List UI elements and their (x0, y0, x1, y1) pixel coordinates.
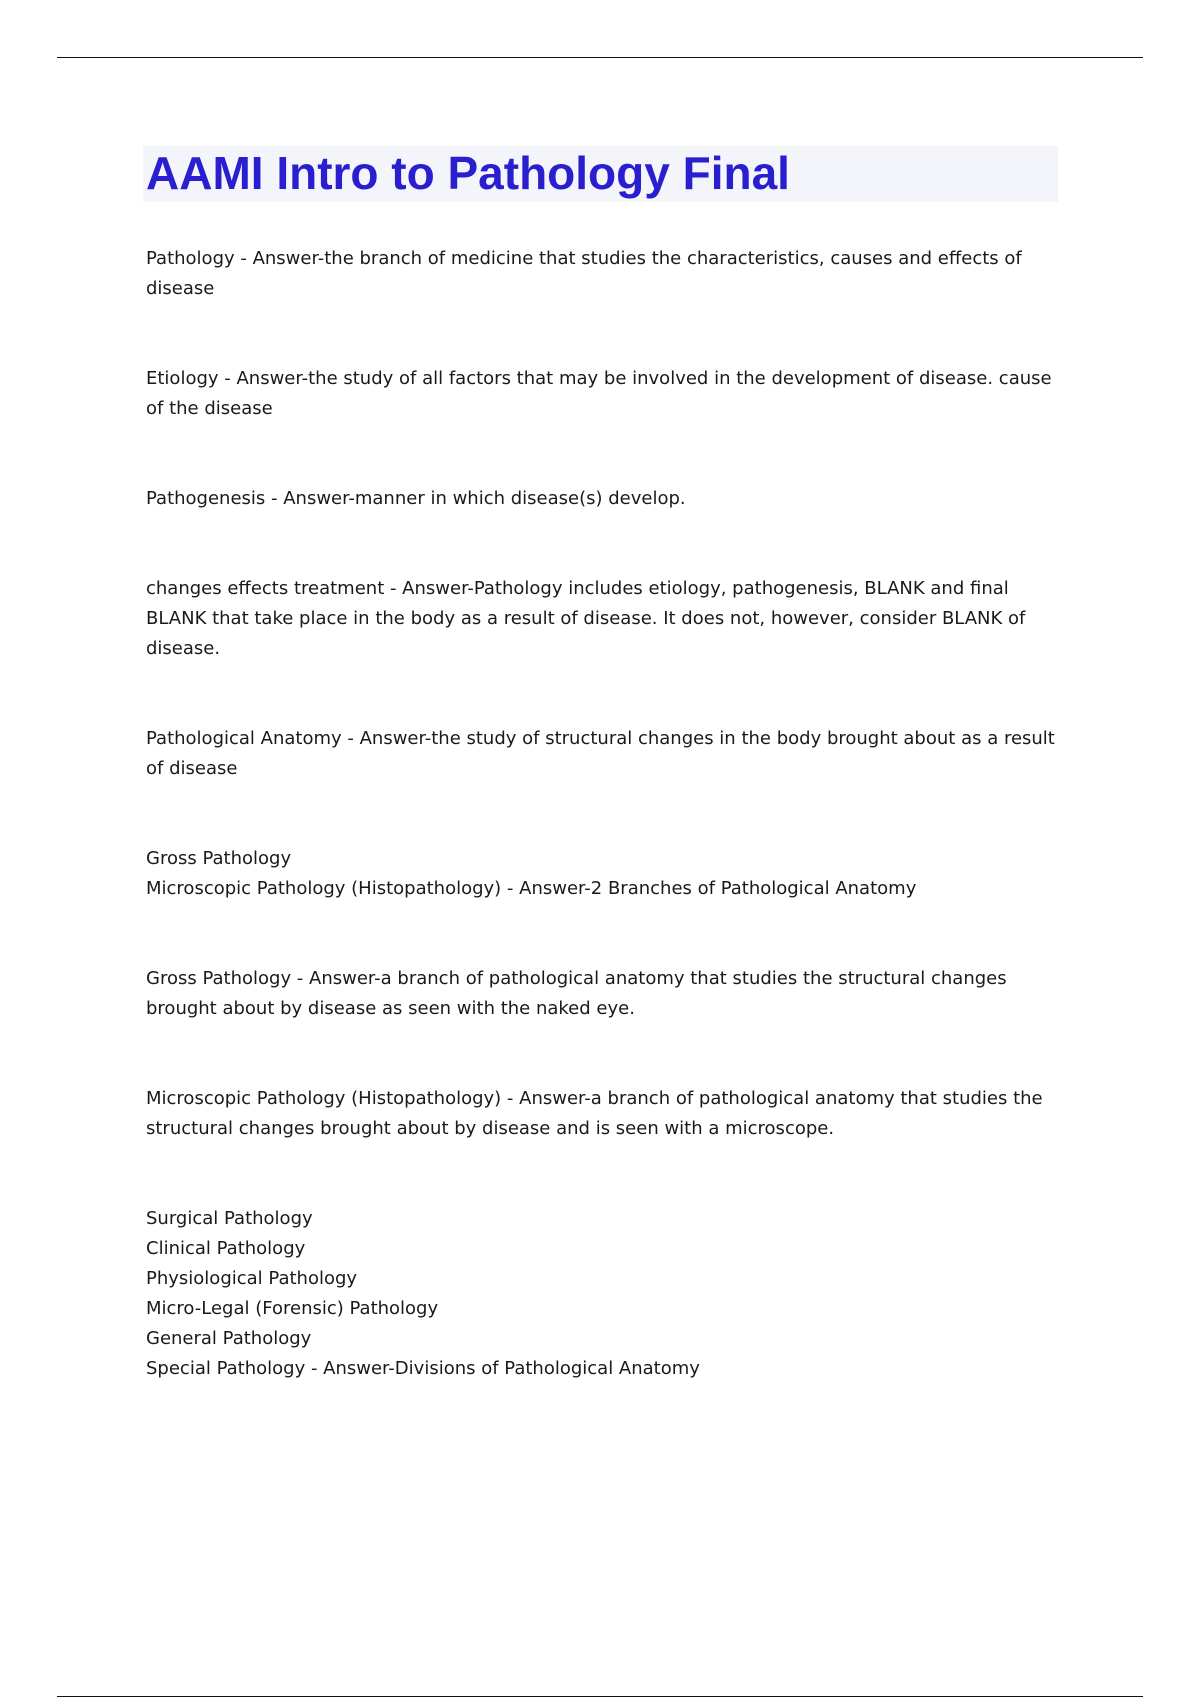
entry-line: Microscopic Pathology (Histopathology) - Answer-2 Branches of Pathological Anatomy (146, 878, 917, 899)
entry-pathology (146, 244, 1056, 304)
entry-line: General Pathology (146, 1328, 312, 1349)
entry-line: Clinical Pathology (146, 1238, 306, 1259)
entry-text: Microscopic Pathology (Histopathology) - Answer-a branch of pathological anatomy that studies the structural changes brought about by disease and is seen with a microscope. (146, 1088, 1043, 1139)
document-title: AAMI Intro to Pathology Final (146, 147, 790, 199)
entry-text: Pathology - Answer-the branch of medicine that studies the characteristics, causes and effects of disease (146, 248, 1022, 299)
entry-microscopic-pathology (146, 1084, 1056, 1144)
entry-line: Surgical Pathology (146, 1208, 313, 1229)
entry-line: Gross Pathology (146, 848, 292, 869)
entry-line: Physiological Pathology (146, 1268, 358, 1289)
entry-line: Micro-Legal (Forensic) Pathology (146, 1298, 439, 1319)
entry-text: Gross Pathology - Answer-a branch of pathological anatomy that studies the structural changes brought about by disease as seen with the naked eye. (146, 968, 1007, 1019)
entry-pathogenesis (146, 484, 1056, 514)
entry-pathological-anatomy (146, 724, 1056, 784)
top-rule (57, 57, 1143, 58)
bottom-rule (57, 1696, 1143, 1697)
entry-text: Pathogenesis - Answer-manner in which disease(s) develop. (146, 488, 686, 509)
entry-etiology (146, 364, 1056, 424)
entry-text: changes effects treatment - Answer-Pathology includes etiology, pathogenesis, BLANK and final BLANK that take place in the body as a result of disease. It does not, however, consider BLANK of disease. (146, 578, 1026, 659)
entry-line: Special Pathology - Answer-Divisions of Pathological Anatomy (146, 1358, 700, 1379)
entry-divisions-of-pathological-anatomy (146, 1204, 1056, 1384)
entry-changes-effects-treatment (146, 574, 1056, 664)
entry-gross-pathology (146, 964, 1056, 1024)
document-body (146, 244, 1056, 1444)
entry-text: Etiology - Answer-the study of all factors that may be involved in the development of disease. cause of the disease (146, 368, 1052, 419)
entry-text: Pathological Anatomy - Answer-the study of structural changes in the body brought about as a result of disease (146, 728, 1055, 779)
entry-branches-of-pathological-anatomy (146, 844, 1056, 904)
